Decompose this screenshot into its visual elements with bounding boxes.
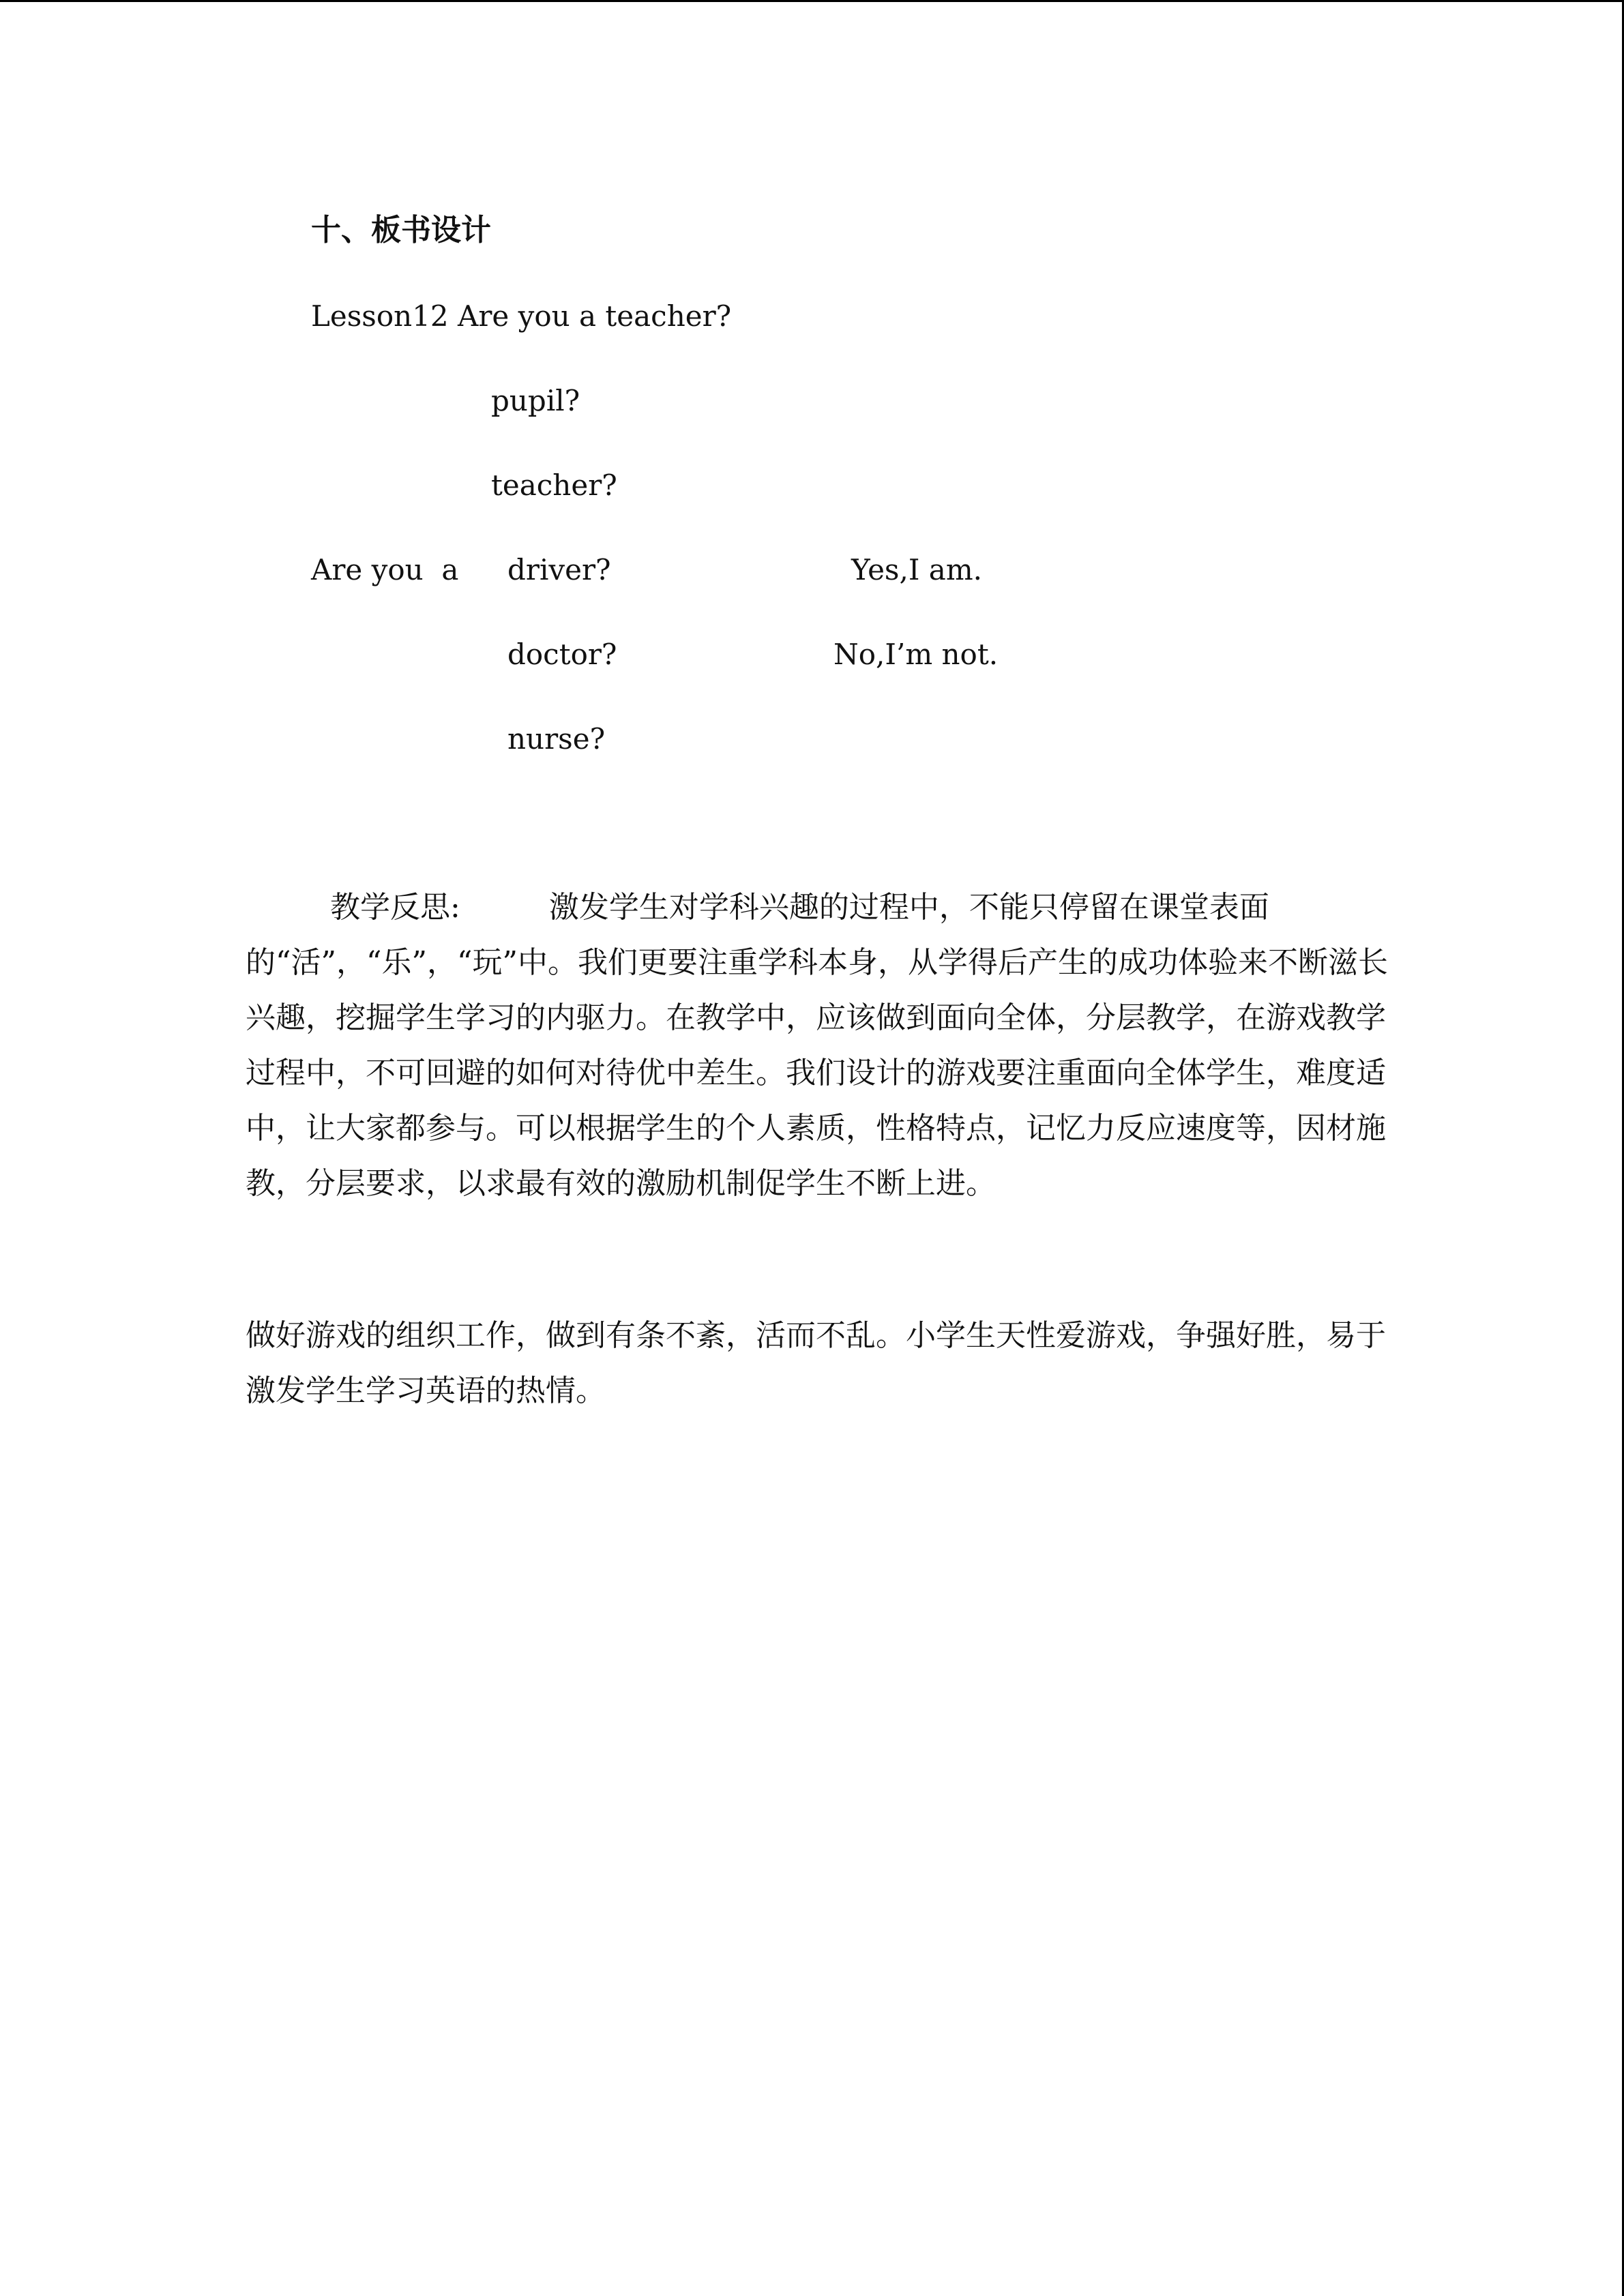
board-answer-yes: Yes,I am. — [851, 553, 982, 586]
reflection-paragraph — [246, 880, 1391, 1211]
board-answer-no: No,I’m not. — [833, 638, 999, 671]
board-word-doctor: doctor? — [507, 638, 617, 671]
board-word-teacher: teacher? — [491, 468, 617, 502]
reflection-label: 教学反思: — [330, 890, 460, 925]
board-lesson-line: Lesson12 Are you a teacher? — [311, 299, 732, 333]
board-word-pupil: pupil? — [491, 384, 580, 417]
page-border-top — [0, 0, 1624, 2]
reflection-paragraph-2: 做好游戏的组织工作，做到有条不紊，活而不乱。小学生天性爱游戏，争强好胜，易于激发学生学习英语的热情。 — [246, 1318, 1386, 1408]
section-heading: 十、板书设计 — [311, 213, 491, 248]
board-word-nurse: nurse? — [507, 722, 606, 756]
board-phrase-are-you-a: Are you a — [311, 553, 459, 586]
reflection-body: 激发学生对学科兴趣的过程中，不能只停留在课堂表面的“活”，“乐”，“玩”中。我们更要注重学科本身，从学得后产生的成功体验来不断滋长兴趣，挖掘学生学习的内驱力。在教学中，应该做到面向全体，分层教学，在游戏教学过程中，不可回避的如何对待优中差生。我们设计的游戏要注重面向全体学生，难度适中，让大家都参与。可以根据学生的个人素质，性格特点，记忆力反应速度等，因材施教，分层要求，以求最有效的激励机制促学生不断上进。 — [246, 890, 1388, 1201]
board-word-driver: driver? — [507, 553, 611, 586]
